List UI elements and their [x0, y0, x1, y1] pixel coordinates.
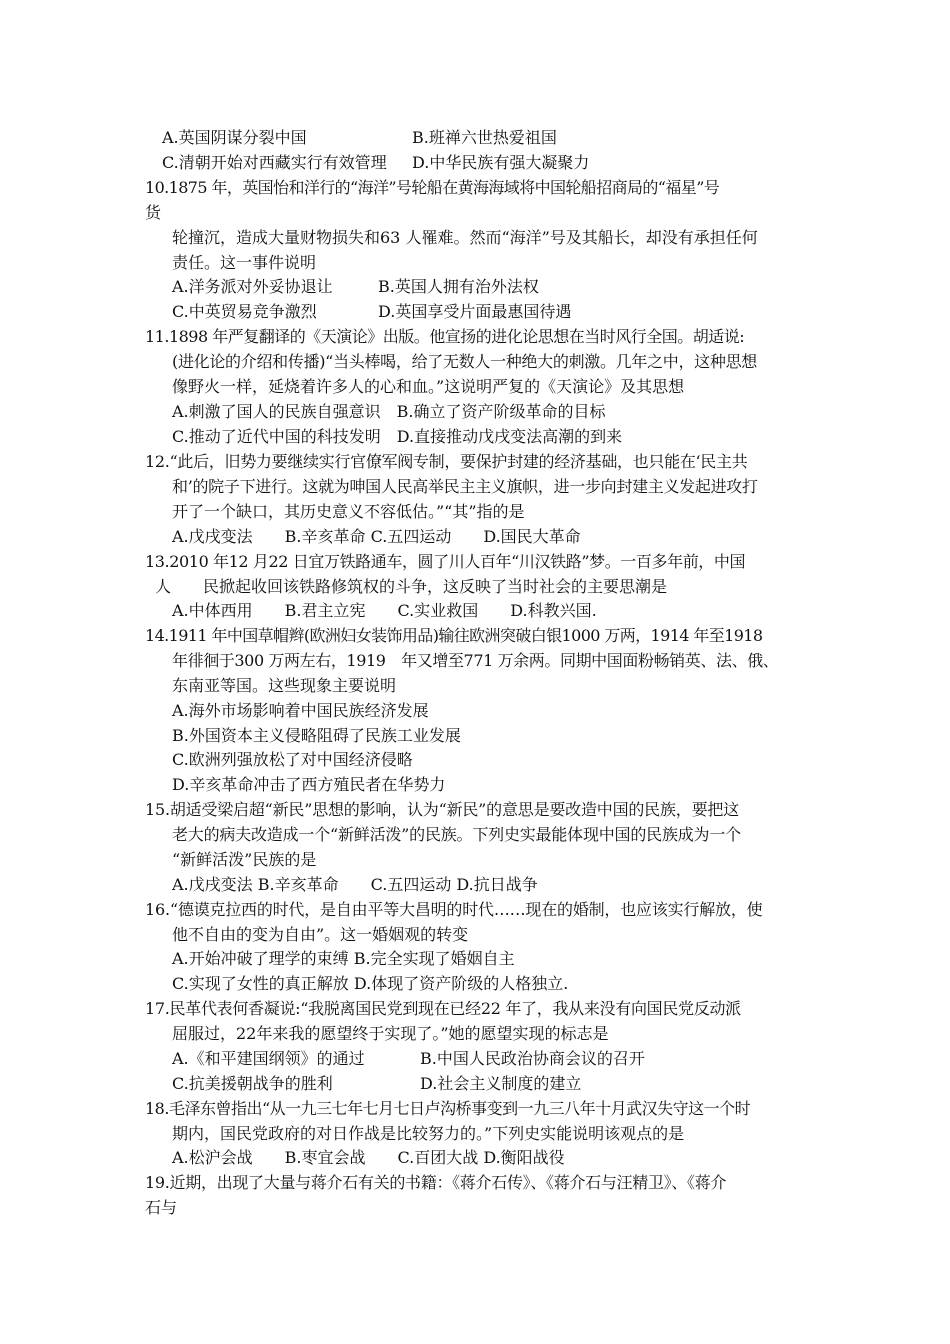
q11-options-ab: A.刺激了国人的民族自强意识 B.确立了资产阶级革命的目标 — [172, 402, 606, 421]
q14-stem-line1: 14.1911 年中国草帽辫(欧洲妇女装饰用品)输往欧洲突破白银1000 万两，1914 年至1918 — [145, 626, 763, 645]
q9-option-c: C.清朝开始对西藏实行有效管理 — [162, 153, 387, 172]
q14-stem-line3: 东南亚等国。这些现象主要说明 — [172, 676, 397, 695]
q13-options: A.中体西用 B.君主立宪 C.实业救国 D.科教兴国. — [172, 601, 597, 620]
q15-stem-line2: 老大的病夫改造成一个“新鲜活泼”的民族。下列史实最能体现中国的民族成为一个 — [172, 825, 741, 844]
q17-stem-line2: 屈服过，22年来我的愿望终于实现了。”她的愿望实现的标志是 — [172, 1024, 609, 1043]
q17-option-b: B.中国人民政治协商会议的召开 — [420, 1049, 645, 1068]
q15-options: A.戊戌变法 B.辛亥革命 C.五四运动 D.抗日战争 — [172, 875, 538, 894]
q12-options: A.戊戌变法 B.辛亥革命 C.五四运动 D.国民大革命 — [172, 527, 581, 546]
q16-options-cd: C.实现了女性的真正解放 D.体现了资产阶级的人格独立. — [172, 974, 569, 993]
q18-stem-line1: 18.毛泽东曾指出“从一九三七年七月七日卢沟桥事变到一九三八年十月武汉失守这一个时 — [145, 1099, 751, 1118]
q9-option-a: A.英国阴谋分裂中国 — [162, 128, 307, 147]
q10-stem-line1: 10.1875 年，英国怡和洋行的“海洋”号轮船在黄海海域将中国轮船招商局的“福星”号 — [145, 178, 720, 197]
q9-option-d: D.中华民族有强大凝聚力 — [412, 153, 590, 172]
q14-option-a: A.海外市场影响着中国民族经济发展 — [172, 701, 429, 720]
q10-stem-line1-wrap: 货 — [145, 203, 162, 222]
q12-stem-line2: 和’的院子下进行。这就为呻国人民高举民主主义旗帜，进一步向封建主义发起进攻打 — [172, 477, 758, 496]
q19-stem-line1: 19.近期，出现了大量与蒋介石有关的书籍：《蒋介石传》、《蒋介石与汪精卫》、《蒋介 — [145, 1173, 727, 1192]
q14-stem-line2: 年徘徊于300 万两左右，1919 年又增至771 万余两。同期中国面粉畅销英、法、俄、 — [172, 651, 779, 670]
q14-option-d: D.辛亥革命冲击了西方殖民者在华势力 — [172, 775, 446, 794]
q9-option-b: B.班禅六世热爱祖国 — [412, 128, 557, 147]
q18-options: A.松沪会战 B.枣宜会战 C.百团大战 D.衡阳战役 — [172, 1148, 565, 1167]
q16-stem-line2: 他不自由的变为自由”。这一婚姻观的转变 — [172, 925, 469, 944]
q12-stem-line3: 开了一个缺口，其历史意义不容低估。”“其”指的是 — [172, 502, 525, 521]
q10-stem-line2: 轮撞沉，造成大量财物损失和63 人罹难。然而“海洋”号及其船长，却没有承担任何 — [172, 228, 758, 247]
q18-stem-line2: 期内，国民党政府的对日作战是比较努力的。”下列史实能说明该观点的是 — [172, 1124, 685, 1143]
q14-option-c: C.欧洲列强放松了对中国经济侵略 — [172, 750, 413, 769]
q19-stem-line2: 石与 — [145, 1198, 178, 1217]
q11-stem-line1: 11.1898 年严复翻译的《天演论》出版。他宣扬的进化论思想在当时风行全国。胡适说: — [145, 327, 745, 346]
q15-stem-line1: 15.胡适受梁启超“新民”思想的影响，认为“新民”的意思是要改造中国的民族，要把这 — [145, 800, 739, 819]
q14-option-b: B.外国资本主义侵略阻碍了民族工业发展 — [172, 726, 461, 745]
q17-option-a: A.《和平建国纲领》的通过 — [172, 1049, 365, 1068]
q10-option-d: D.英国享受片面最惠国待遇 — [378, 302, 572, 321]
q13-stem-line1: 13.2010 年12 月22 日宜万铁路通车，圆了川人百年“川汉铁路”梦。一百多年前，中国 — [145, 552, 746, 571]
q10-stem-line3: 责任。这一事件说明 — [172, 253, 317, 272]
q17-option-c: C.抗美援朝战争的胜利 — [172, 1074, 333, 1093]
q15-stem-line3: “新鲜活泼”民族的是 — [172, 850, 317, 869]
q10-option-b: B.英国人拥有治外法权 — [378, 277, 539, 296]
q11-stem-line3: 像野火一样，延烧着许多人的心和血。”这说明严复的《天演论》及其思想 — [172, 377, 685, 396]
q12-stem-line1: 12.“此后，旧势力要继续实行官僚军阀专制，要保护封建的经济基础，也只能在‘民主共 — [145, 452, 748, 471]
q16-stem-line1: 16.“德谟克拉西的时代，是自由平等大昌明的时代……现在的婚制，也应该实行解放，使 — [145, 900, 763, 919]
q17-stem-line1: 17.民革代表何香凝说:“我脱离国民党到现在已经22 年了，我从来没有向国民党反动派 — [145, 999, 741, 1018]
q10-option-a: A.洋务派对外妥协退让 — [172, 277, 333, 296]
q11-options-cd: C.推动了近代中国的科技发明 D.直接推动戊戌变法高潮的到来 — [172, 427, 623, 446]
q10-option-c: C.中英贸易竞争激烈 — [172, 302, 317, 321]
q17-option-d: D.社会主义制度的建立 — [420, 1074, 582, 1093]
q16-options-ab: A.开始冲破了理学的束缚 B.完全实现了婚姻自主 — [172, 949, 515, 968]
q13-stem-line2: 人 民掀起收回该铁路修筑权的斗争，这反映了当时社会的主要思潮是 — [155, 577, 668, 596]
q11-stem-line2: (进化论的介绍和传播)“当头棒喝，给了无数人一种绝大的刺激。几年之中，这种思想 — [172, 352, 757, 371]
